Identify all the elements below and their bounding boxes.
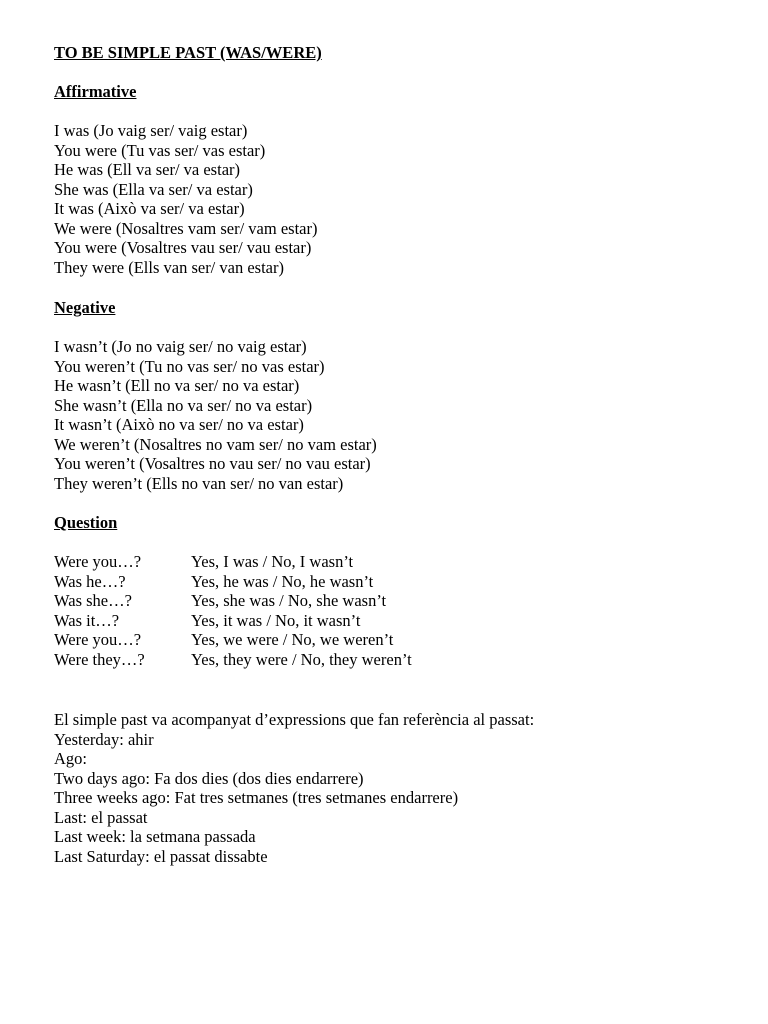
question-text: Were they…? bbox=[54, 649, 145, 669]
question-text: Was she…? bbox=[54, 591, 132, 610]
affirmative-line: It was (Això va ser/ va estar) bbox=[54, 199, 245, 218]
answer-text: Yes, it was / No, it wasn’t bbox=[191, 610, 361, 630]
answer-text: Yes, I was / No, I wasn’t bbox=[191, 552, 354, 571]
affirmative-heading: Affirmative bbox=[54, 82, 137, 101]
expression-line: Last week: la setmana passada bbox=[54, 827, 256, 846]
expression-line: Last Saturday: el passat dissabte bbox=[54, 846, 268, 866]
answer-text: Yes, they were / No, they weren’t bbox=[191, 649, 412, 669]
negative-line: It wasn’t (Això no va ser/ no va estar) bbox=[54, 415, 304, 434]
affirmative-list bbox=[54, 121, 317, 277]
expression-line: Ago: bbox=[54, 749, 87, 768]
affirmative-line: You were (Tu vas ser/ vas estar) bbox=[54, 140, 266, 160]
negative-line: You weren’t (Vosaltres no vau ser/ no vau estar) bbox=[54, 454, 371, 473]
negative-line: We weren’t (Nosaltres no vam ser/ no vam estar) bbox=[54, 434, 377, 454]
negative-heading: Negative bbox=[54, 298, 116, 317]
expression-line: Three weeks ago: Fat tres setmanes (tres setmanes endarrere) bbox=[54, 788, 459, 807]
question-text: Were you…? bbox=[54, 630, 142, 649]
page-title: TO BE SIMPLE PAST (WAS/WERE) bbox=[54, 43, 322, 62]
affirmative-line: She was (Ella va ser/ va estar) bbox=[54, 179, 253, 199]
negative-line: You weren’t (Tu no vas ser/ no vas estar) bbox=[54, 356, 325, 376]
negative-line: They weren’t (Ells no van ser/ no van estar) bbox=[54, 473, 344, 493]
affirmative-line: We were (Nosaltres vam ser/ vam estar) bbox=[54, 218, 318, 238]
answer-text: Yes, he was / No, he wasn’t bbox=[191, 571, 374, 591]
expression-line: Yesterday: ahir bbox=[54, 729, 154, 749]
expressions-list bbox=[54, 710, 534, 866]
expression-line: Last: el passat bbox=[54, 807, 148, 827]
question-text: Were you…? bbox=[54, 552, 142, 571]
affirmative-line: You were (Vosaltres vau ser/ vau estar) bbox=[54, 238, 312, 257]
answer-text: Yes, she was / No, she wasn’t bbox=[191, 591, 387, 610]
question-text: Was he…? bbox=[54, 571, 126, 591]
question-text: Was it…? bbox=[54, 610, 120, 630]
expression-line: Two days ago: Fa dos dies (dos dies endarrere) bbox=[54, 768, 364, 788]
affirmative-line: I was (Jo vaig ser/ vaig estar) bbox=[54, 121, 248, 140]
question-heading: Question bbox=[54, 513, 118, 532]
negative-list bbox=[54, 337, 377, 493]
negative-line: He wasn’t (Ell no va ser/ no va estar) bbox=[54, 376, 300, 395]
answer-text: Yes, we were / No, we weren’t bbox=[191, 630, 394, 649]
negative-line: I wasn’t (Jo no vaig ser/ no vaig estar) bbox=[54, 337, 307, 356]
affirmative-line: He was (Ell va ser/ va estar) bbox=[54, 160, 241, 179]
affirmative-line: They were (Ells van ser/ van estar) bbox=[54, 257, 284, 277]
expressions-intro: El simple past va acompanyat d’expressions que fan referència al passat: bbox=[54, 710, 535, 729]
negative-line: She wasn’t (Ella no va ser/ no va estar) bbox=[54, 395, 313, 415]
